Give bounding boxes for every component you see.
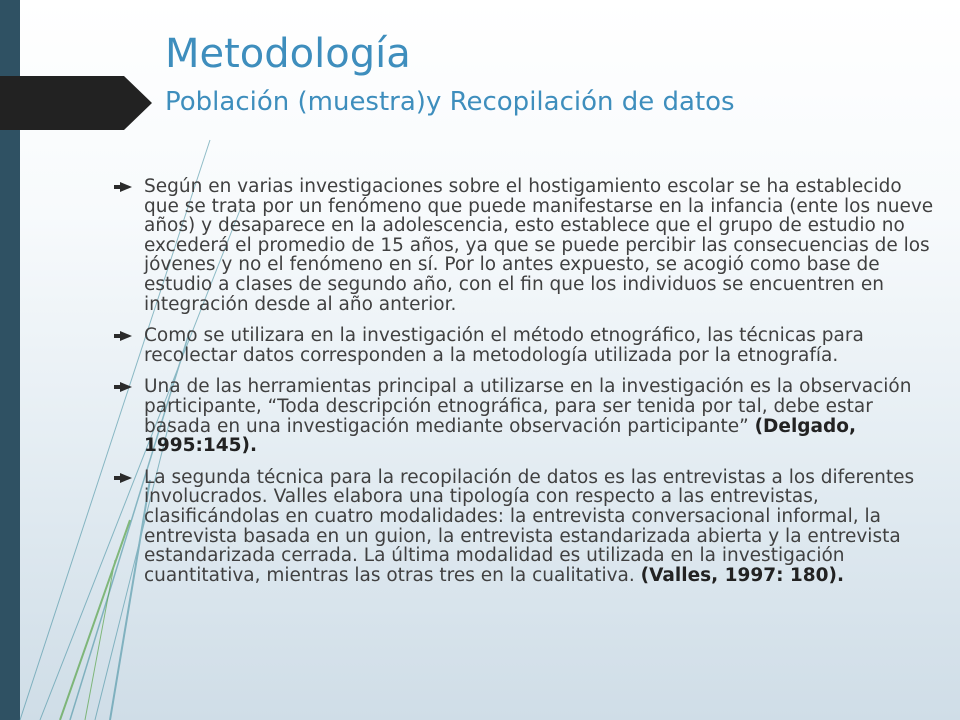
citation: (Valles, 1997: 180). <box>640 564 845 586</box>
slide-subtitle: Población (muestra)y Recopilación de datos <box>165 87 735 117</box>
arrow-bullet-icon <box>120 182 132 192</box>
bullet-text: Como se utilizara en la investigación el método etnográfico, las técnicas para recolectar datos corresponden a la metodología utilizada por la etnografía. <box>144 325 864 366</box>
bullet-list <box>120 177 942 597</box>
bullet-item <box>120 326 942 365</box>
bullet-text: Una de las herramientas principal a utilizarse en la investigación es la observación participante, “Toda descripción etnográfica, para ser tenida por tal, debe estar basada en una investigación mediante observación participante” <box>144 376 912 437</box>
citation: (Delgado, 1995:145). <box>144 415 857 457</box>
arrow-bullet-icon <box>120 382 132 392</box>
arrow-bullet-icon <box>120 473 132 483</box>
bullet-item <box>120 377 942 455</box>
bullet-text: Según en varias investigaciones sobre el hostigamiento escolar se ha establecido que se trata por un fenómeno que puede manifestarse en la infancia (ente los nueve años) y desaparece en la adolescencia, esto establece que el grupo de estudio no excederá el promedio de 15 años, ya que se puede percibir las consecuencias de los jóvenes y no el fenómeno en sí. Por lo antes expuesto, se acogió como base de estudio a clases de segundo año, con el fin que los individuos se encuentren en integración desde al año anterior. <box>144 176 934 315</box>
slide-title: Metodología <box>165 31 411 77</box>
bullet-item <box>120 468 942 586</box>
title-tab-shape <box>0 76 152 130</box>
bullet-text: La segunda técnica para la recopilación de datos es las entrevistas a los diferentes involucrados. Valles elabora una tipología con respecto a las entrevistas, clasificándolas en cuatro modalidades: la entrevista conversacional informal, la entrevista basada en un guion, la entrevista estandarizada abierta y la entrevista estandarizada cerrada. La última modalidad es utilizada en la investigación cuantitativa, mientras las otras tres en la cualitativa. <box>144 466 915 586</box>
bullet-item <box>120 177 942 314</box>
arrow-bullet-icon <box>120 331 132 341</box>
